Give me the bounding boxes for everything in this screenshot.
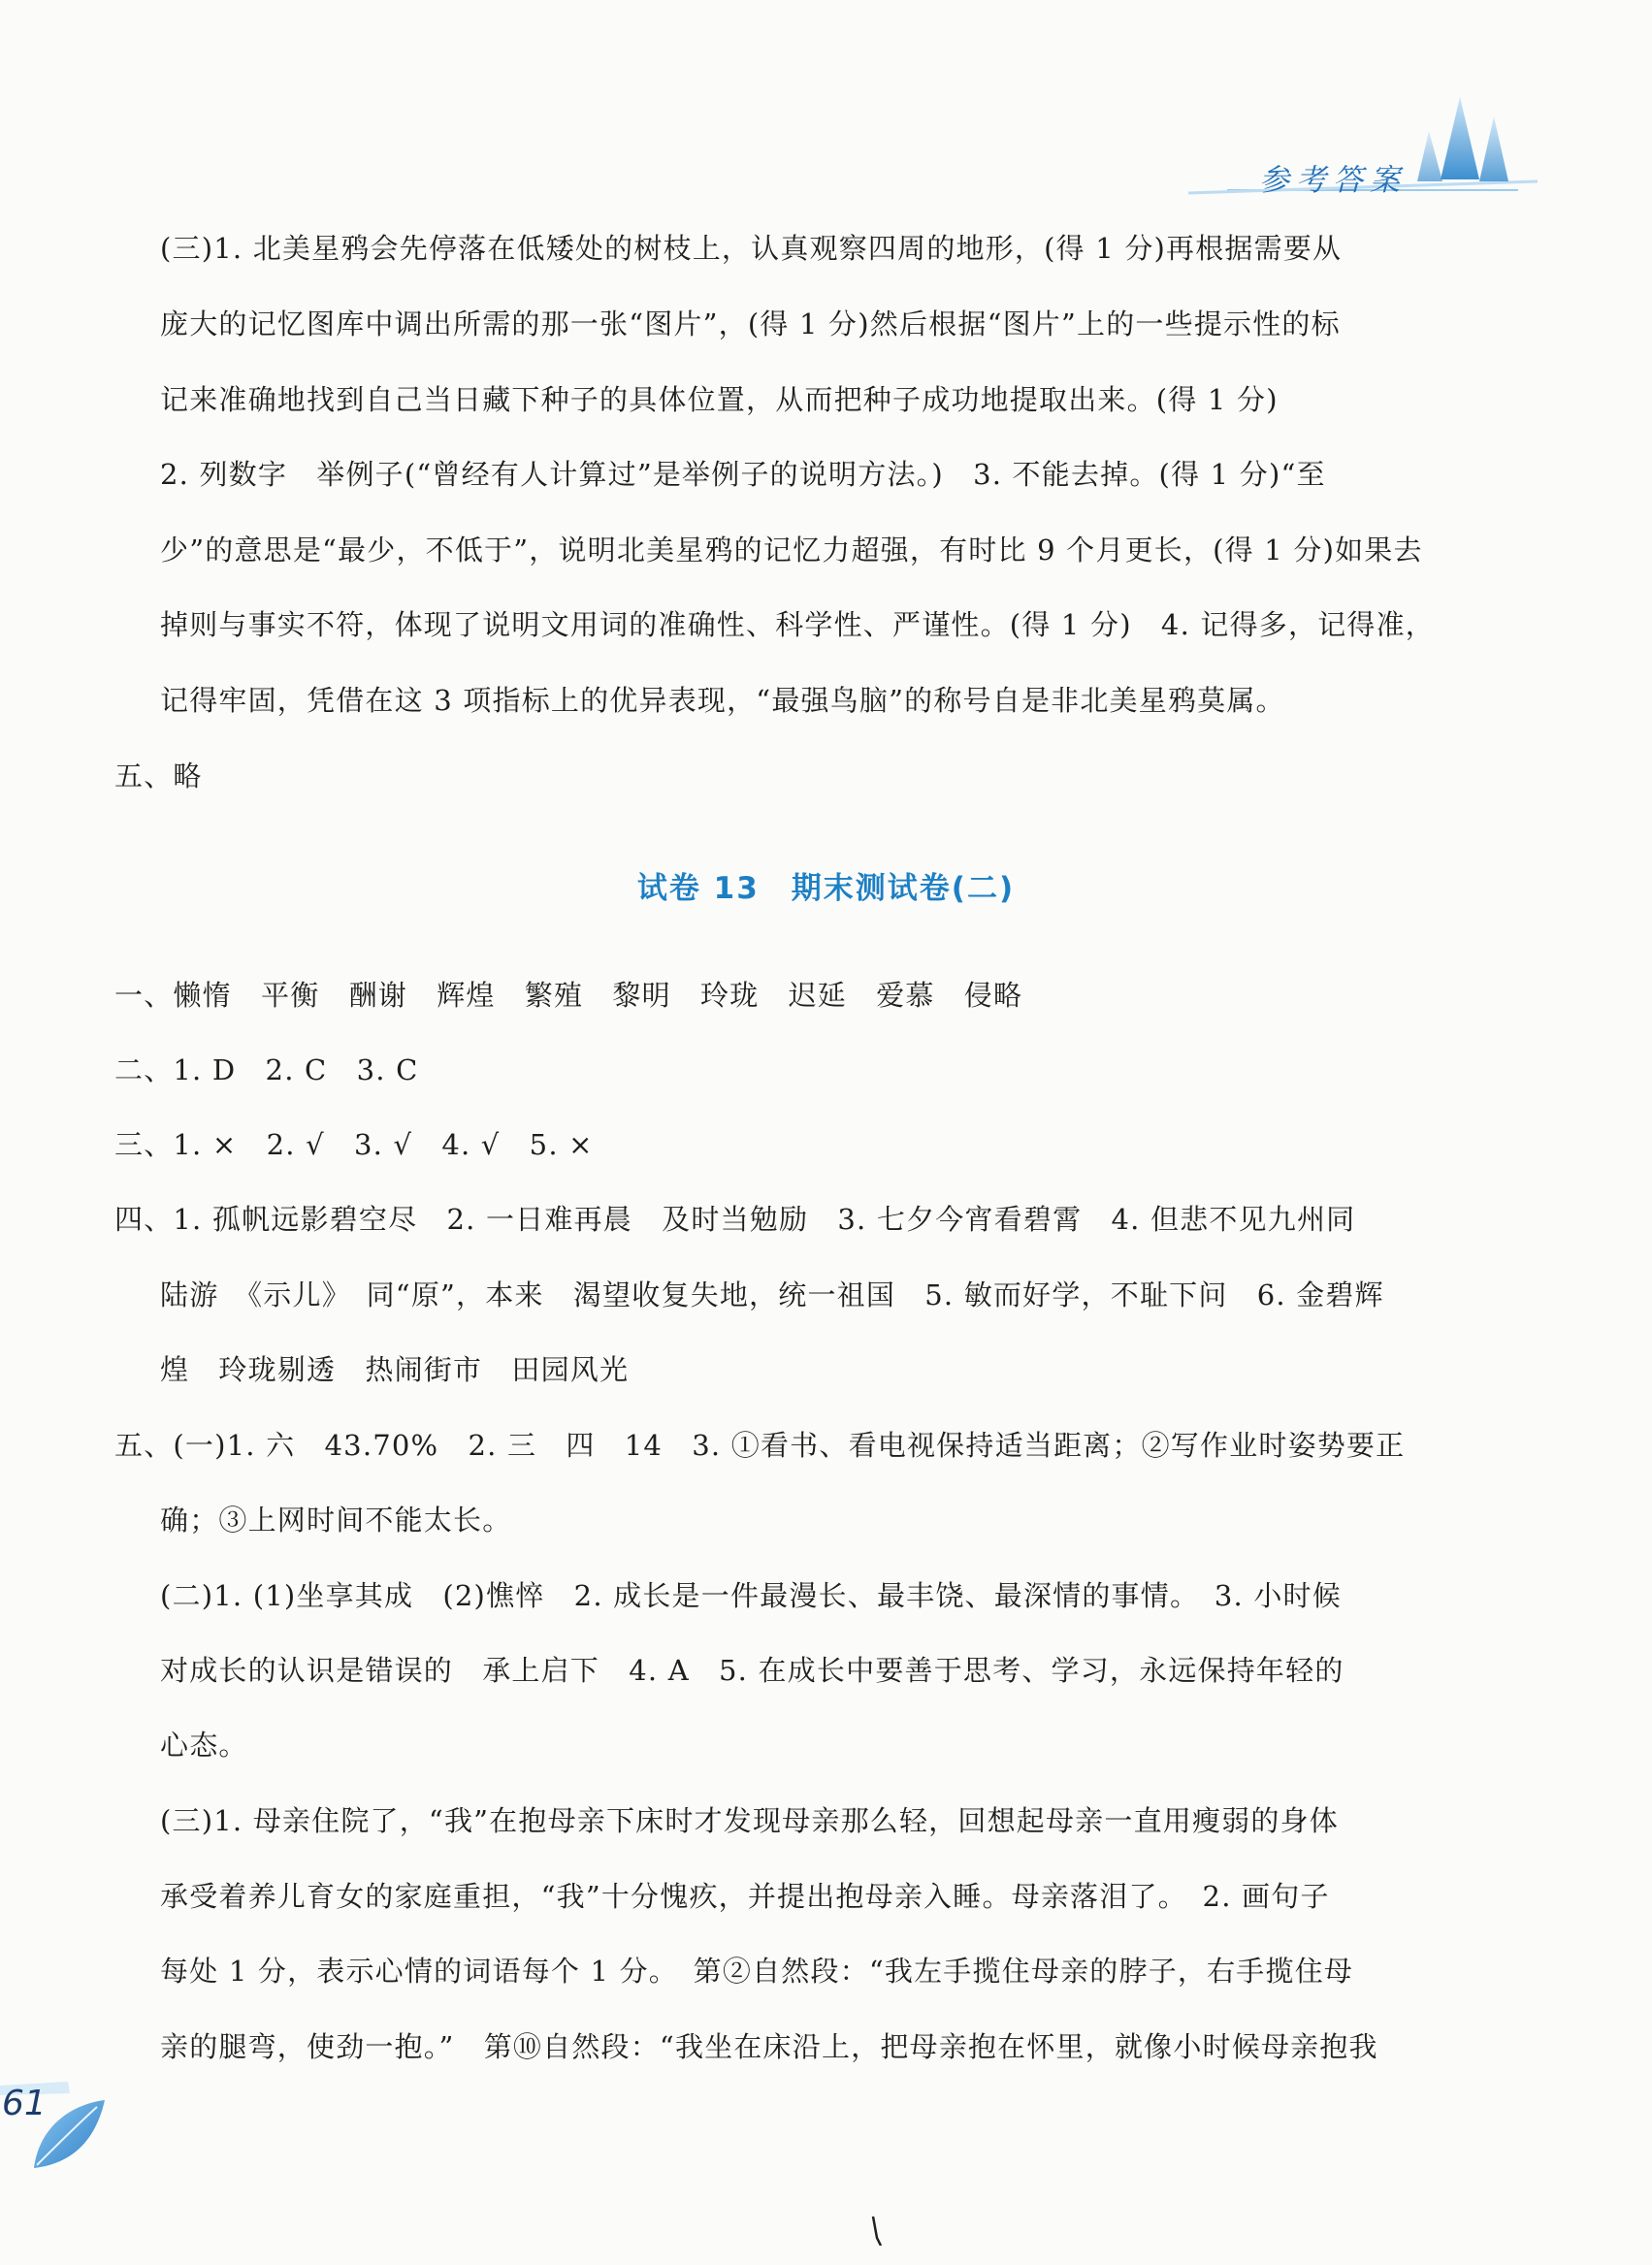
answer-line: 二、1. D 2. C 3. C	[114, 1053, 419, 1086]
answer-line: (三)1. 母亲住院了，“我”在抱母亲下床时才发现母亲那么轻，回想起母亲一直用瘦弱的身体	[160, 1804, 1339, 1837]
scan-mark-icon	[871, 2216, 883, 2246]
header-title: 参考答案	[1259, 163, 1407, 198]
answer-line: 一、懒惰 平衡 酬谢 辉煌 繁殖 黎明 玲珑 迟延 爱慕 侵略	[114, 979, 1023, 1012]
answer-line: (三)1. 北美星鸦会先停落在低矮处的树枝上，认真观察四周的地形，(得 1 分)再根据需要从	[160, 232, 1343, 265]
answer-line: 掉则与事实不符，体现了说明文用词的准确性、科学性、严谨性。(得 1 分) 4. 记得多，记得准，	[160, 608, 1436, 641]
answer-line: 五、(一)1. 六 43.70% 2. 三 四 14 3. ①看书、看电视保持适当距离；②写作业时姿势要正	[114, 1429, 1406, 1462]
answer-line: 承受着养儿育女的家庭重担，“我”十分愧疚，并提出抱母亲入睡。母亲落泪了。 2. 画句子	[160, 1880, 1330, 1913]
answer-line: (二)1. (1)坐享其成 (2)憔悴 2. 成长是一件最漫长、最丰饶、最深情的事情。 3. 小时候	[160, 1579, 1342, 1612]
answer-line: 少”的意思是“最少，不低于”，说明北美星鸦的记忆力超强，有时比 9 个月更长，(得 1 分)如果去	[160, 534, 1423, 566]
answer-line: 心态。	[160, 1729, 248, 1762]
answer-line: 庞大的记忆图库中调出所需的那一张“图片”，(得 1 分)然后根据“图片”上的一些提示性的标	[160, 307, 1341, 340]
answer-line: 对成长的认识是错误的 承上启下 4. A 5. 在成长中要善于思考、学习，永远保持年轻的	[160, 1654, 1344, 1687]
answer-line: 亲的腿弯，使劲一抱。” 第⑩自然段：“我坐在床沿上，把母亲抱在怀里，就像小时候母亲抱我	[160, 2030, 1378, 2063]
answer-line: 每处 1 分，表示心情的词语每个 1 分。 第②自然段：“我左手揽住母亲的脖子，右手揽住母	[160, 1955, 1354, 1988]
answer-line: 五、略	[114, 760, 203, 793]
answer-line: 记来准确地找到自己当日藏下种子的具体位置，从而把种子成功地提取出来。(得 1 分)	[160, 383, 1279, 416]
answer-line: 2. 列数字 举例子(“曾经有人计算过”是举例子的说明方法。) 3. 不能去掉。(得 1 分)“至	[160, 458, 1326, 491]
answer-line: 记得牢固，凭借在这 3 项指标上的优异表现，“最强鸟脑”的称号自是非北美星鸦莫属。	[160, 684, 1285, 717]
section-title: 试卷 13 期末测试卷(二)	[636, 871, 1016, 906]
answer-line: 确；③上网时间不能太长。	[160, 1504, 512, 1537]
answer-line: 陆游 《示儿》 同“原”，本来 渴望收复失地，统一祖国 5. 敏而好学，不耻下问 6. 金碧辉	[160, 1278, 1384, 1311]
answer-line: 煌 玲珑剔透 热闹街市 田园风光	[160, 1353, 630, 1386]
answer-line: 四、1. 孤帆远影碧空尽 2. 一日难再晨 及时当勉励 3. 七夕今宵看碧霄 4. 但悲不见九州同	[114, 1203, 1356, 1236]
answer-line: 三、1. × 2. √ 3. √ 4. √ 5. ×	[114, 1128, 594, 1161]
page-number: 61	[2, 2084, 47, 2123]
